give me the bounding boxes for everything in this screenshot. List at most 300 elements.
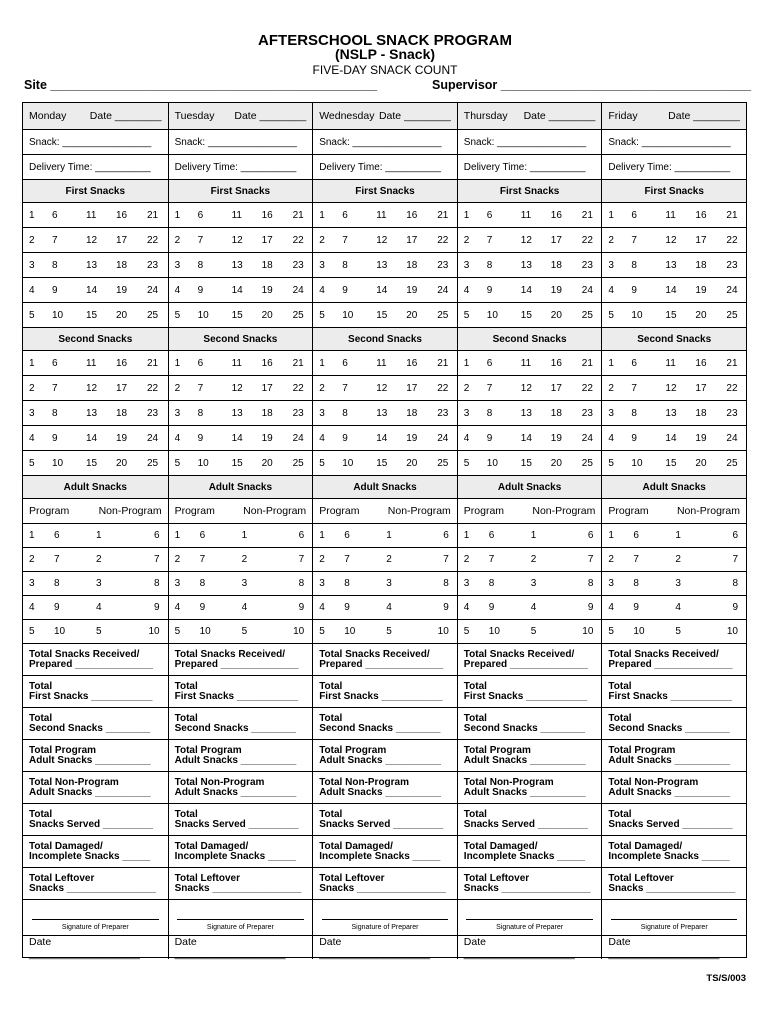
tally-number[interactable]: 11	[376, 209, 387, 221]
tally-number[interactable]: 3	[319, 407, 325, 419]
tally-number[interactable]: 6	[633, 530, 639, 541]
tally-number[interactable]: 7	[587, 554, 594, 565]
tally-number[interactable]: 24	[437, 284, 449, 296]
tally-number[interactable]: 18	[695, 407, 707, 419]
tally-number[interactable]: 11	[231, 357, 242, 369]
signature-field[interactable]	[313, 900, 457, 936]
tally-number[interactable]: 2	[174, 554, 181, 565]
tally-number[interactable]: 23	[581, 259, 593, 271]
tally-number[interactable]: 14	[231, 432, 243, 444]
tally-number[interactable]: 1	[463, 530, 470, 541]
tally-number[interactable]: 5	[29, 626, 35, 637]
tally-number[interactable]: 20	[116, 309, 128, 321]
tally-number[interactable]: 9	[342, 284, 348, 296]
tally-number[interactable]: 9	[197, 284, 204, 296]
tally-number[interactable]: 3	[608, 578, 614, 589]
tally-number[interactable]: 16	[695, 357, 707, 369]
tally-number[interactable]: 12	[376, 234, 388, 246]
tally-number[interactable]: 1	[675, 530, 681, 541]
tally-number[interactable]: 20	[550, 457, 562, 469]
total-field[interactable]	[23, 868, 168, 900]
tally-number[interactable]: 21	[437, 357, 449, 369]
tally-number[interactable]: 6	[488, 530, 495, 541]
tally-number[interactable]: 3	[463, 407, 470, 419]
tally-number[interactable]: 13	[231, 259, 243, 271]
tally-number[interactable]: 5	[530, 626, 537, 637]
tally-number[interactable]: 7	[488, 554, 495, 565]
tally-number[interactable]: 21	[581, 357, 593, 369]
tally-number[interactable]: 15	[665, 457, 677, 469]
tally-number[interactable]: 14	[520, 432, 532, 444]
tally-number[interactable]: 12	[665, 382, 677, 394]
date-field[interactable]: Date ________	[89, 110, 162, 122]
tally-number[interactable]: 19	[550, 432, 562, 444]
tally-number[interactable]: 22	[292, 234, 304, 246]
tally-number[interactable]: 1	[319, 357, 325, 369]
tally-number[interactable]: 1	[608, 209, 614, 221]
tally-number[interactable]: 10	[344, 626, 356, 637]
tally-number[interactable]: 13	[665, 259, 677, 271]
tally-number[interactable]: 20	[261, 309, 273, 321]
tally-number[interactable]: 7	[486, 382, 493, 394]
tally-number[interactable]: 18	[116, 259, 128, 271]
snack-field[interactable]: Snack: ________________	[313, 130, 457, 155]
tally-number[interactable]: 14	[665, 284, 677, 296]
tally-number[interactable]: 14	[376, 284, 388, 296]
tally-number[interactable]: 14	[520, 284, 532, 296]
tally-number[interactable]: 10	[199, 626, 211, 637]
tally-number[interactable]: 8	[488, 578, 495, 589]
tally-number[interactable]: 8	[52, 407, 58, 419]
snack-field[interactable]: Snack: ________________	[23, 130, 168, 155]
tally-number[interactable]: 8	[344, 578, 350, 589]
tally-number[interactable]: 15	[231, 457, 243, 469]
tally-number[interactable]: 3	[174, 259, 181, 271]
tally-number[interactable]: 6	[631, 209, 637, 221]
tally-number[interactable]: 11	[665, 209, 676, 221]
total-field[interactable]	[602, 772, 746, 804]
tally-number[interactable]: 18	[695, 259, 707, 271]
tally-number[interactable]: 6	[443, 530, 449, 541]
tally-number[interactable]: 2	[319, 234, 325, 246]
tally-number[interactable]: 19	[695, 284, 707, 296]
tally-number[interactable]: 2	[174, 234, 181, 246]
tally-number[interactable]: 1	[319, 209, 325, 221]
tally-number[interactable]: 22	[726, 382, 738, 394]
tally-number[interactable]: 20	[695, 457, 707, 469]
tally-number[interactable]: 13	[520, 259, 532, 271]
tally-number[interactable]: 23	[292, 407, 304, 419]
tally-number[interactable]: 6	[298, 530, 305, 541]
tally-number[interactable]: 22	[581, 382, 593, 394]
tally-number[interactable]: 1	[319, 530, 325, 541]
tally-number[interactable]: 16	[116, 209, 128, 221]
tally-number[interactable]: 13	[520, 407, 532, 419]
tally-number[interactable]: 17	[550, 234, 562, 246]
tally-number[interactable]: 2	[530, 554, 537, 565]
tally-number[interactable]: 10	[631, 309, 643, 321]
tally-number[interactable]: 2	[174, 382, 181, 394]
tally-number[interactable]: 24	[581, 284, 593, 296]
tally-number[interactable]: 3	[319, 259, 325, 271]
tally-number[interactable]: 2	[463, 554, 470, 565]
tally-number[interactable]: 9	[154, 602, 160, 613]
tally-number[interactable]: 20	[406, 457, 418, 469]
tally-number[interactable]: 9	[52, 284, 58, 296]
tally-number[interactable]: 11	[376, 357, 387, 369]
total-field[interactable]	[458, 836, 602, 868]
tally-number[interactable]: 9	[52, 432, 58, 444]
tally-number[interactable]: 8	[443, 578, 449, 589]
tally-number[interactable]: 25	[437, 309, 449, 321]
tally-number[interactable]: 16	[406, 357, 418, 369]
tally-number[interactable]: 15	[376, 457, 388, 469]
tally-number[interactable]: 6	[54, 530, 60, 541]
delivery-time-field[interactable]: Delivery Time: __________	[23, 155, 168, 180]
tally-number[interactable]: 1	[386, 530, 392, 541]
tally-number[interactable]: 21	[292, 357, 304, 369]
tally-number[interactable]: 4	[319, 284, 325, 296]
tally-number[interactable]: 9	[342, 432, 348, 444]
tally-number[interactable]: 4	[463, 432, 470, 444]
tally-number[interactable]: 8	[298, 578, 305, 589]
tally-number[interactable]: 4	[608, 432, 614, 444]
tally-number[interactable]: 25	[147, 457, 159, 469]
tally-number[interactable]: 2	[675, 554, 681, 565]
total-field[interactable]	[602, 644, 746, 676]
tally-number[interactable]: 18	[261, 259, 273, 271]
tally-number[interactable]: 10	[582, 626, 594, 637]
tally-number[interactable]: 9	[732, 602, 738, 613]
tally-number[interactable]: 23	[147, 407, 159, 419]
total-field[interactable]	[169, 772, 313, 804]
tally-number[interactable]: 5	[319, 309, 325, 321]
tally-number[interactable]: 22	[726, 234, 738, 246]
tally-number[interactable]: 15	[86, 457, 98, 469]
tally-number[interactable]: 1	[29, 357, 35, 369]
tally-number[interactable]: 9	[298, 602, 305, 613]
tally-number[interactable]: 21	[147, 357, 159, 369]
tally-number[interactable]: 22	[147, 382, 159, 394]
tally-number[interactable]: 5	[463, 626, 470, 637]
tally-number[interactable]: 1	[29, 209, 35, 221]
tally-number[interactable]: 3	[319, 578, 325, 589]
tally-number[interactable]: 7	[486, 234, 493, 246]
tally-number[interactable]: 2	[96, 554, 102, 565]
tally-number[interactable]: 5	[241, 626, 248, 637]
total-field[interactable]	[313, 836, 457, 868]
total-field[interactable]	[169, 868, 313, 900]
tally-number[interactable]: 16	[550, 357, 562, 369]
tally-number[interactable]: 4	[463, 284, 470, 296]
tally-number[interactable]: 21	[147, 209, 159, 221]
tally-number[interactable]: 18	[550, 259, 562, 271]
tally-number[interactable]: 9	[344, 602, 350, 613]
tally-number[interactable]: 19	[406, 284, 418, 296]
total-field[interactable]	[169, 804, 313, 836]
tally-number[interactable]: 16	[695, 209, 707, 221]
tally-number[interactable]: 5	[174, 309, 181, 321]
tally-number[interactable]: 5	[608, 626, 614, 637]
sign-date-field[interactable]: Date ___________________	[319, 935, 431, 960]
tally-number[interactable]: 4	[608, 602, 614, 613]
tally-number[interactable]: 9	[631, 284, 637, 296]
tally-number[interactable]: 8	[342, 407, 348, 419]
signature-field[interactable]	[602, 900, 746, 936]
tally-number[interactable]: 6	[344, 530, 350, 541]
total-field[interactable]	[313, 772, 457, 804]
tally-number[interactable]: 18	[550, 407, 562, 419]
tally-number[interactable]: 5	[174, 457, 181, 469]
tally-number[interactable]: 4	[29, 284, 35, 296]
tally-number[interactable]: 7	[197, 234, 204, 246]
tally-number[interactable]: 4	[29, 432, 35, 444]
tally-number[interactable]: 9	[631, 432, 637, 444]
tally-number[interactable]: 23	[726, 407, 738, 419]
tally-number[interactable]: 8	[486, 407, 493, 419]
tally-number[interactable]: 6	[486, 357, 493, 369]
tally-number[interactable]: 6	[154, 530, 160, 541]
tally-number[interactable]: 3	[463, 578, 470, 589]
tally-number[interactable]: 6	[486, 209, 493, 221]
total-field[interactable]	[602, 676, 746, 708]
tally-number[interactable]: 19	[406, 432, 418, 444]
tally-number[interactable]: 4	[675, 602, 681, 613]
tally-number[interactable]: 15	[520, 457, 532, 469]
tally-number[interactable]: 9	[443, 602, 449, 613]
tally-number[interactable]: 9	[197, 432, 204, 444]
tally-number[interactable]: 10	[52, 309, 64, 321]
tally-number[interactable]: 8	[52, 259, 58, 271]
total-field[interactable]	[313, 708, 457, 740]
delivery-time-field[interactable]: Delivery Time: __________	[602, 155, 746, 180]
delivery-time-field[interactable]: Delivery Time: __________	[313, 155, 457, 180]
tally-number[interactable]: 11	[86, 357, 97, 369]
sign-date-field[interactable]: Date ___________________	[608, 935, 720, 960]
tally-number[interactable]: 21	[292, 209, 304, 221]
tally-number[interactable]: 4	[174, 284, 181, 296]
total-field[interactable]	[23, 740, 168, 772]
total-field[interactable]	[313, 804, 457, 836]
total-field[interactable]	[458, 740, 602, 772]
tally-number[interactable]: 4	[463, 602, 470, 613]
total-field[interactable]	[602, 804, 746, 836]
tally-number[interactable]: 3	[675, 578, 681, 589]
tally-number[interactable]: 4	[319, 432, 325, 444]
tally-number[interactable]: 25	[147, 309, 159, 321]
total-field[interactable]	[458, 708, 602, 740]
tally-number[interactable]: 12	[86, 234, 98, 246]
tally-number[interactable]: 2	[29, 554, 35, 565]
tally-number[interactable]: 19	[550, 284, 562, 296]
tally-number[interactable]: 9	[486, 432, 493, 444]
tally-number[interactable]: 12	[376, 382, 388, 394]
tally-number[interactable]: 22	[292, 382, 304, 394]
tally-number[interactable]: 10	[197, 457, 209, 469]
tally-number[interactable]: 7	[342, 382, 348, 394]
total-field[interactable]	[602, 740, 746, 772]
tally-number[interactable]: 8	[631, 259, 637, 271]
tally-number[interactable]: 8	[633, 578, 639, 589]
tally-number[interactable]: 10	[488, 626, 500, 637]
tally-number[interactable]: 17	[406, 234, 418, 246]
tally-number[interactable]: 18	[406, 407, 418, 419]
total-field[interactable]	[169, 676, 313, 708]
snack-field[interactable]: Snack: ________________	[458, 130, 602, 155]
total-field[interactable]	[313, 676, 457, 708]
tally-number[interactable]: 20	[550, 309, 562, 321]
tally-number[interactable]: 8	[154, 578, 160, 589]
tally-number[interactable]: 11	[520, 357, 532, 369]
tally-number[interactable]: 2	[29, 382, 35, 394]
tally-number[interactable]: 19	[261, 432, 273, 444]
tally-number[interactable]: 9	[54, 602, 60, 613]
tally-number[interactable]: 4	[386, 602, 392, 613]
total-field[interactable]	[23, 836, 168, 868]
tally-number[interactable]: 10	[633, 626, 645, 637]
tally-number[interactable]: 10	[342, 457, 354, 469]
total-field[interactable]	[602, 836, 746, 868]
tally-number[interactable]: 22	[581, 234, 593, 246]
tally-number[interactable]: 5	[29, 309, 35, 321]
tally-number[interactable]: 18	[261, 407, 273, 419]
tally-number[interactable]: 7	[52, 382, 58, 394]
tally-number[interactable]: 7	[199, 554, 206, 565]
tally-number[interactable]: 4	[241, 602, 248, 613]
tally-number[interactable]: 25	[726, 309, 738, 321]
total-field[interactable]	[458, 772, 602, 804]
tally-number[interactable]: 6	[52, 357, 58, 369]
tally-number[interactable]: 1	[608, 530, 614, 541]
tally-number[interactable]: 13	[231, 407, 243, 419]
tally-number[interactable]: 9	[488, 602, 495, 613]
tally-number[interactable]: 5	[29, 457, 35, 469]
tally-number[interactable]: 24	[292, 284, 304, 296]
tally-number[interactable]: 11	[665, 357, 676, 369]
tally-number[interactable]: 23	[581, 407, 593, 419]
tally-number[interactable]: 7	[344, 554, 350, 565]
total-field[interactable]	[23, 804, 168, 836]
tally-number[interactable]: 16	[261, 209, 273, 221]
tally-number[interactable]: 13	[376, 259, 388, 271]
tally-number[interactable]: 1	[530, 530, 537, 541]
tally-number[interactable]: 12	[231, 234, 243, 246]
tally-number[interactable]: 8	[197, 407, 204, 419]
tally-number[interactable]: 3	[29, 578, 35, 589]
tally-number[interactable]: 16	[261, 357, 273, 369]
total-field[interactable]	[169, 836, 313, 868]
tally-number[interactable]: 8	[199, 578, 206, 589]
tally-number[interactable]: 3	[174, 407, 181, 419]
tally-number[interactable]: 21	[581, 209, 593, 221]
tally-number[interactable]: 17	[116, 234, 128, 246]
total-field[interactable]	[169, 740, 313, 772]
total-field[interactable]	[458, 676, 602, 708]
tally-number[interactable]: 10	[52, 457, 64, 469]
tally-number[interactable]: 4	[530, 602, 537, 613]
tally-number[interactable]: 25	[581, 457, 593, 469]
tally-number[interactable]: 7	[631, 382, 637, 394]
tally-number[interactable]: 3	[96, 578, 102, 589]
total-field[interactable]	[23, 644, 168, 676]
tally-number[interactable]: 20	[116, 457, 128, 469]
tally-number[interactable]: 24	[147, 432, 159, 444]
tally-number[interactable]: 10	[486, 457, 498, 469]
tally-number[interactable]: 6	[587, 530, 594, 541]
tally-number[interactable]: 21	[726, 357, 738, 369]
tally-number[interactable]: 1	[174, 209, 181, 221]
tally-number[interactable]: 6	[197, 209, 204, 221]
tally-number[interactable]: 2	[386, 554, 392, 565]
tally-number[interactable]: 5	[463, 309, 470, 321]
tally-number[interactable]: 25	[292, 309, 304, 321]
tally-number[interactable]: 7	[54, 554, 60, 565]
total-field[interactable]	[169, 644, 313, 676]
tally-number[interactable]: 1	[174, 357, 181, 369]
date-field[interactable]: Date ________	[234, 110, 307, 122]
total-field[interactable]	[23, 772, 168, 804]
sign-date-field[interactable]: Date ___________________	[174, 935, 286, 960]
total-field[interactable]	[458, 804, 602, 836]
tally-number[interactable]: 14	[86, 284, 98, 296]
tally-number[interactable]: 25	[292, 457, 304, 469]
tally-number[interactable]: 3	[29, 259, 35, 271]
tally-number[interactable]: 10	[293, 626, 305, 637]
tally-number[interactable]: 5	[463, 457, 470, 469]
tally-number[interactable]: 18	[116, 407, 128, 419]
date-field[interactable]: Date ________	[378, 110, 451, 122]
tally-number[interactable]: 17	[406, 382, 418, 394]
tally-number[interactable]: 25	[437, 457, 449, 469]
tally-number[interactable]: 12	[520, 234, 532, 246]
tally-number[interactable]: 5	[319, 626, 325, 637]
tally-number[interactable]: 1	[96, 530, 102, 541]
tally-number[interactable]: 25	[581, 309, 593, 321]
tally-number[interactable]: 2	[241, 554, 248, 565]
total-field[interactable]	[23, 708, 168, 740]
sign-date-field[interactable]: Date ___________________	[463, 935, 575, 960]
date-field[interactable]: Date ________	[668, 110, 740, 122]
tally-number[interactable]: 22	[437, 382, 449, 394]
tally-number[interactable]: 7	[732, 554, 738, 565]
tally-number[interactable]: 24	[726, 284, 738, 296]
tally-number[interactable]: 5	[608, 457, 614, 469]
tally-number[interactable]: 7	[298, 554, 305, 565]
tally-number[interactable]: 6	[52, 209, 58, 221]
tally-number[interactable]: 17	[261, 382, 273, 394]
tally-number[interactable]: 17	[116, 382, 128, 394]
tally-number[interactable]: 8	[342, 259, 348, 271]
tally-number[interactable]: 6	[197, 357, 204, 369]
tally-number[interactable]: 12	[86, 382, 98, 394]
tally-number[interactable]: 14	[376, 432, 388, 444]
tally-number[interactable]: 11	[520, 209, 532, 221]
tally-number[interactable]: 1	[608, 357, 614, 369]
site-field[interactable]: Site _______________________________________________	[24, 78, 378, 92]
tally-number[interactable]: 8	[486, 259, 493, 271]
tally-number[interactable]: 20	[695, 309, 707, 321]
tally-number[interactable]: 3	[530, 578, 537, 589]
tally-number[interactable]: 10	[437, 626, 449, 637]
tally-number[interactable]: 3	[386, 578, 392, 589]
tally-number[interactable]: 15	[231, 309, 243, 321]
tally-number[interactable]: 15	[86, 309, 98, 321]
tally-number[interactable]: 4	[319, 602, 325, 613]
tally-number[interactable]: 25	[726, 457, 738, 469]
tally-number[interactable]: 1	[463, 357, 470, 369]
tally-number[interactable]: 12	[231, 382, 243, 394]
tally-number[interactable]: 10	[342, 309, 354, 321]
